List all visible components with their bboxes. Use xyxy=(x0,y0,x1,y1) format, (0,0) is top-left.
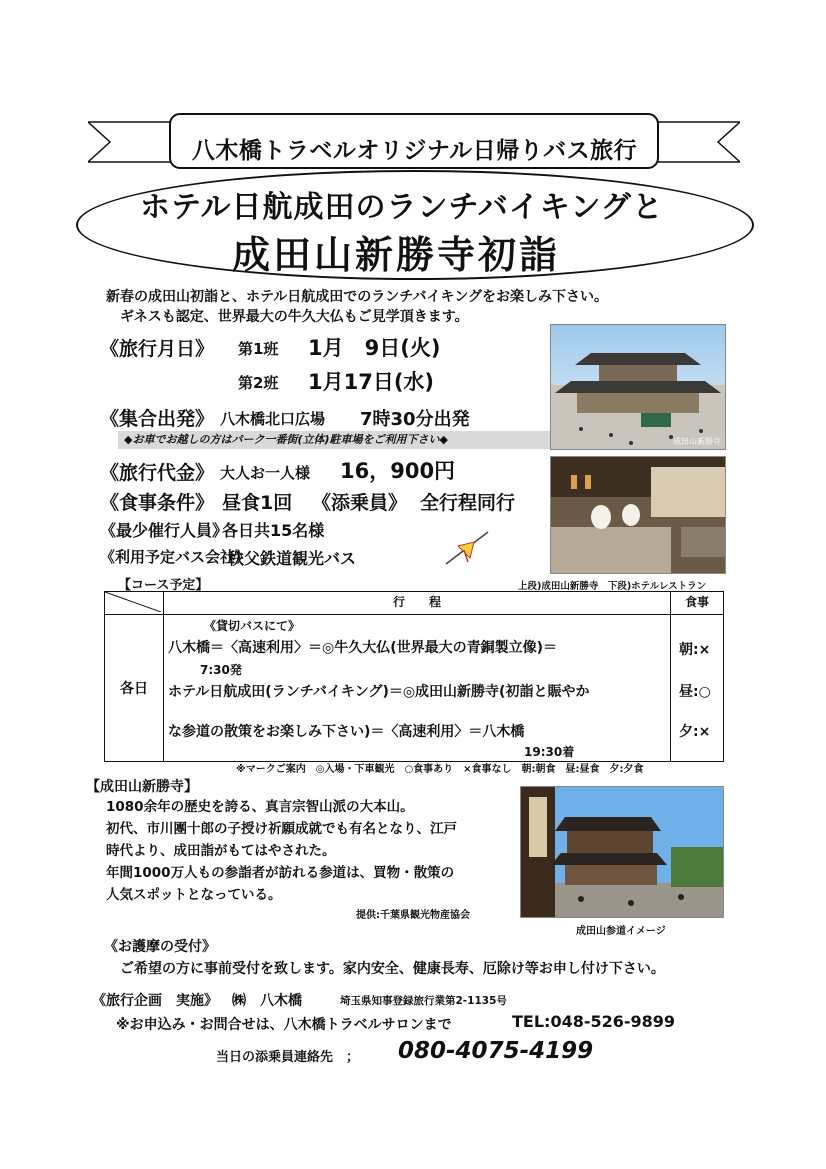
charter-note: 《貸切バスにて》 xyxy=(204,619,301,633)
meeting-time: 7時30分出発 xyxy=(360,409,470,430)
temple-line1: 1080余年の歴史を誇る、真言宗智山派の大本山。 xyxy=(106,799,414,815)
col-itinerary: 行 程 xyxy=(164,592,671,615)
headline-line2: 成田山新勝寺初詣 xyxy=(232,233,561,277)
meal-value: 昼食1回 xyxy=(222,492,293,514)
bus-label: 《利用予定バス会社》 xyxy=(100,548,251,566)
corner-cell xyxy=(105,592,164,615)
escort-value: 全行程同行 xyxy=(420,492,516,514)
itinerary-line3: な参道の散策をお楽しみ下さい)＝〈高速利用〉＝八木橋 xyxy=(168,724,525,740)
inquiry: ※お申込み・お問合せは、八木橋トラベルサロンまで xyxy=(116,1017,452,1033)
meal-breakfast: 朝:× xyxy=(679,642,711,658)
itinerary-line1: 八木橋＝〈高速利用〉＝◎牛久大仏(世界最大の青銅製立像)＝ xyxy=(168,640,558,656)
price-desc: 大人お一人様 xyxy=(220,464,311,482)
temple-heading: 【成田山新勝寺】 xyxy=(86,779,198,795)
tel-number: TEL:048-526-9899 xyxy=(512,1012,676,1031)
banner-title: 八木橋トラベルオリジナル日帰りバス旅行 xyxy=(191,138,638,164)
meal-label: 《食事条件》 xyxy=(100,492,215,514)
headline-line1: ホテル日航成田のランチバイキングと xyxy=(140,190,664,225)
temple-line5: 人気スポットとなっている。 xyxy=(106,887,282,903)
organizer-label: 《旅行企画 実施》 xyxy=(92,993,218,1009)
course-title: 【コース予定】 xyxy=(118,578,209,593)
temple-photo-credit: 成田山新勝寺 xyxy=(673,437,721,446)
itinerary-time1: 7:30発 xyxy=(200,663,242,677)
min-label: 《最少催行人員》 xyxy=(100,521,229,540)
day-label: 各日 xyxy=(105,615,164,762)
meeting-label: 《集合出発》 xyxy=(100,408,215,430)
hamaya-arrow-icon xyxy=(444,530,490,566)
organizer-name: ㈱ 八木橋 xyxy=(232,993,302,1009)
temple-photo xyxy=(550,324,726,450)
price-label: 《旅行代金》 xyxy=(100,462,215,484)
escort-label: 《添乗員》 xyxy=(312,492,408,514)
street-photo xyxy=(520,786,724,918)
date-label: 《旅行月日》 xyxy=(100,338,215,360)
itinerary-cell xyxy=(164,615,671,762)
goma-text: ご希望の方に事前受付を致します。家内安全、健康長寿、厄除け等お申し付け下さい。 xyxy=(120,961,665,977)
group1-date: 1月 9日(火) xyxy=(308,336,441,360)
contact-number: 080-4075-4199 xyxy=(398,1038,594,1064)
temple-line3: 時代より、成田詣がもてはやされた。 xyxy=(106,843,336,859)
group1-label: 第1班 xyxy=(238,340,279,358)
bus-value: 秩父鉄道観光バス xyxy=(228,549,357,568)
temple-line4: 年間1000万人もの参詣者が訪れる参道は、買物・散策の xyxy=(106,865,455,881)
meal-dinner: 夕:× xyxy=(679,724,711,740)
itinerary-line2: ホテル日航成田(ランチバイキング)＝◎成田山新勝寺(初詣と賑やか xyxy=(168,684,590,700)
price-value: 16，900円 xyxy=(340,459,456,483)
col-meals: 食事 xyxy=(671,592,724,615)
min-value: 各日共15名様 xyxy=(222,521,325,540)
registration: 埼玉県知事登録旅行業第2-1135号 xyxy=(340,995,507,1007)
restaurant-photo xyxy=(550,456,726,574)
intro-line2: ギネスも認定、世界最大の牛久大仏もご見学頂きます。 xyxy=(120,309,469,325)
contact-label: 当日の添乗員連絡先 ； xyxy=(216,1050,360,1065)
meals-cell xyxy=(671,615,724,762)
temple-credit: 提供:千葉県観光物産協会 xyxy=(356,910,470,921)
group2-date: 1月17日(水) xyxy=(308,370,435,394)
intro-line1: 新春の成田山初詣と、ホテル日航成田でのランチバイキングをお楽しみ下さい。 xyxy=(106,289,609,305)
car-note: ◆お車でお越しの方はパーク一番街(立体)駐車場をご利用下さい◆ xyxy=(118,431,552,449)
temple-line2: 初代、市川團十郎の子授け祈願成就でも有名となり、江戸 xyxy=(106,821,457,837)
meal-lunch: 昼:○ xyxy=(679,684,711,700)
street-caption: 成田山参道イメージ xyxy=(576,926,666,937)
goma-heading: 《お護摩の受付》 xyxy=(104,939,216,955)
group2-label: 第2班 xyxy=(238,374,279,392)
itinerary-time2: 19:30着 xyxy=(524,745,575,759)
course-table xyxy=(104,591,724,762)
course-legend: ※マークご案内 ◎入場・下車観光 ○食事あり ×食事なし 朝:朝食 昼:昼食 夕:夕食 xyxy=(236,764,644,775)
photos-caption: 上段)成田山新勝寺 下段)ホテルレストラン xyxy=(518,581,707,592)
meeting-place: 八木橋北口広場 xyxy=(220,410,326,428)
